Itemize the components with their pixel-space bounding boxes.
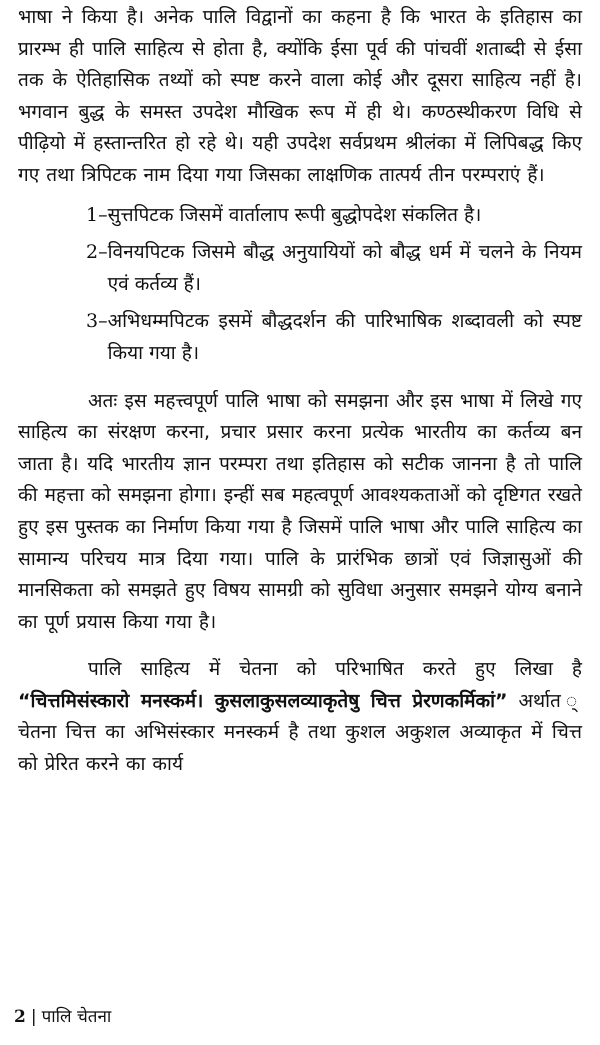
list-item-number: 2– [86,241,108,264]
spacer [18,638,582,654]
list-item [86,200,582,232]
spacer [18,376,582,386]
paragraph-intro: भाषा ने किया है। अनेक पालि विद्वानों का कहना है कि भारत के इतिहास का प्रारम्भ ही पालि साहित्य से होता है, क्योंकि ईसा पूर्व की पांचवीं शताब्दी से ईसा तक के ऐतिहासिक तथ्यों को स्पष्ट करने वाला कोई और दूसरा साहित्य नहीं है। भगवान बुद्ध के समस्त उपदेश मौखिक रूप में ही थे। कण्ठस्थीकरण विधि से पीढ़ियो में हस्तान्तरित हो रहे थे। यही उपदेश सर्वप्रथम श्रीलंका में लिपिबद्ध किए गए तथा त्रिपिटक नाम दिया गया जिसका लाक्षणिक तात्पर्य तीन परम्पराएं हैं। [18,6,582,186]
list-item-text: अभिधम्मपिटक इसमें बौद्धदर्शन की पारिभाषिक शब्दावली को स्पष्ट किया गया है। [107,310,582,364]
list-item-number: 3– [86,310,108,333]
definition-intro: पालि साहित्य में चेतना को परिभाषित करते हुए लिखा है [88,658,582,681]
page-number: 2 [14,1007,26,1027]
list-item-number: 1– [86,203,108,226]
list-item-text: विनयपिटक जिसमे बौद्ध अनुयायियों को बौद्ध धर्म में चलने के नियम एवं कर्तव्य हैं। [107,241,582,295]
footer-separator: | [30,1007,37,1027]
pali-quote: “चित्तमिसंस्कारो मनस्कर्म। कुसलाकुसलव्याकृतेषु चित्त प्रेरणकर्मिकां” [18,689,508,712]
book-title: पालि चेतना [41,1007,112,1027]
paragraph-chetana-definition [18,654,582,780]
tripitaka-list [18,200,582,370]
definition-explanation: अर्थात ् चेतना चित्त का अभिसंस्कार मनस्कर्म है तथा कुशल अकुशल अव्याकृत में चित्त को प्रेरित करने का कार्य [18,689,582,776]
list-item-text: सुत्तपिटक जिसमें वार्तालाप रूपी बुद्धोपदेश संकलित है। [107,203,482,226]
list-item [86,306,582,369]
page-footer [14,1006,111,1028]
paragraph-importance: अतः इस महत्त्वपूर्ण पालि भाषा को समझना और इस भाषा में लिखे गए साहित्य का संरक्षण करना, प्रचार प्रसार करना प्रत्येक भारतीय का कर्तव्य बन जाता है। यदि भारतीय ज्ञान परम्परा तथा इतिहास को सटीक जानना है तो पालि की महत्ता को समझना होगा। इन्हीं सब महत्वपूर्ण आवश्यकताओं को दृष्टिगत रखते हुए इस पुस्तक का निर्माण किया गया है जिसमें पालि भाषा और पालि साहित्य का सामान्य परिचय मात्र दिया गया। पालि के प्रारंभिक छात्रों एवं जिज्ञासुओं की मानसिकता को समझते हुए विषय सामग्री को सुविधा अनुसार समझने योग्य बनाने का पूर्ण प्रयास किया गया है। [18,389,582,633]
list-item [86,237,582,300]
